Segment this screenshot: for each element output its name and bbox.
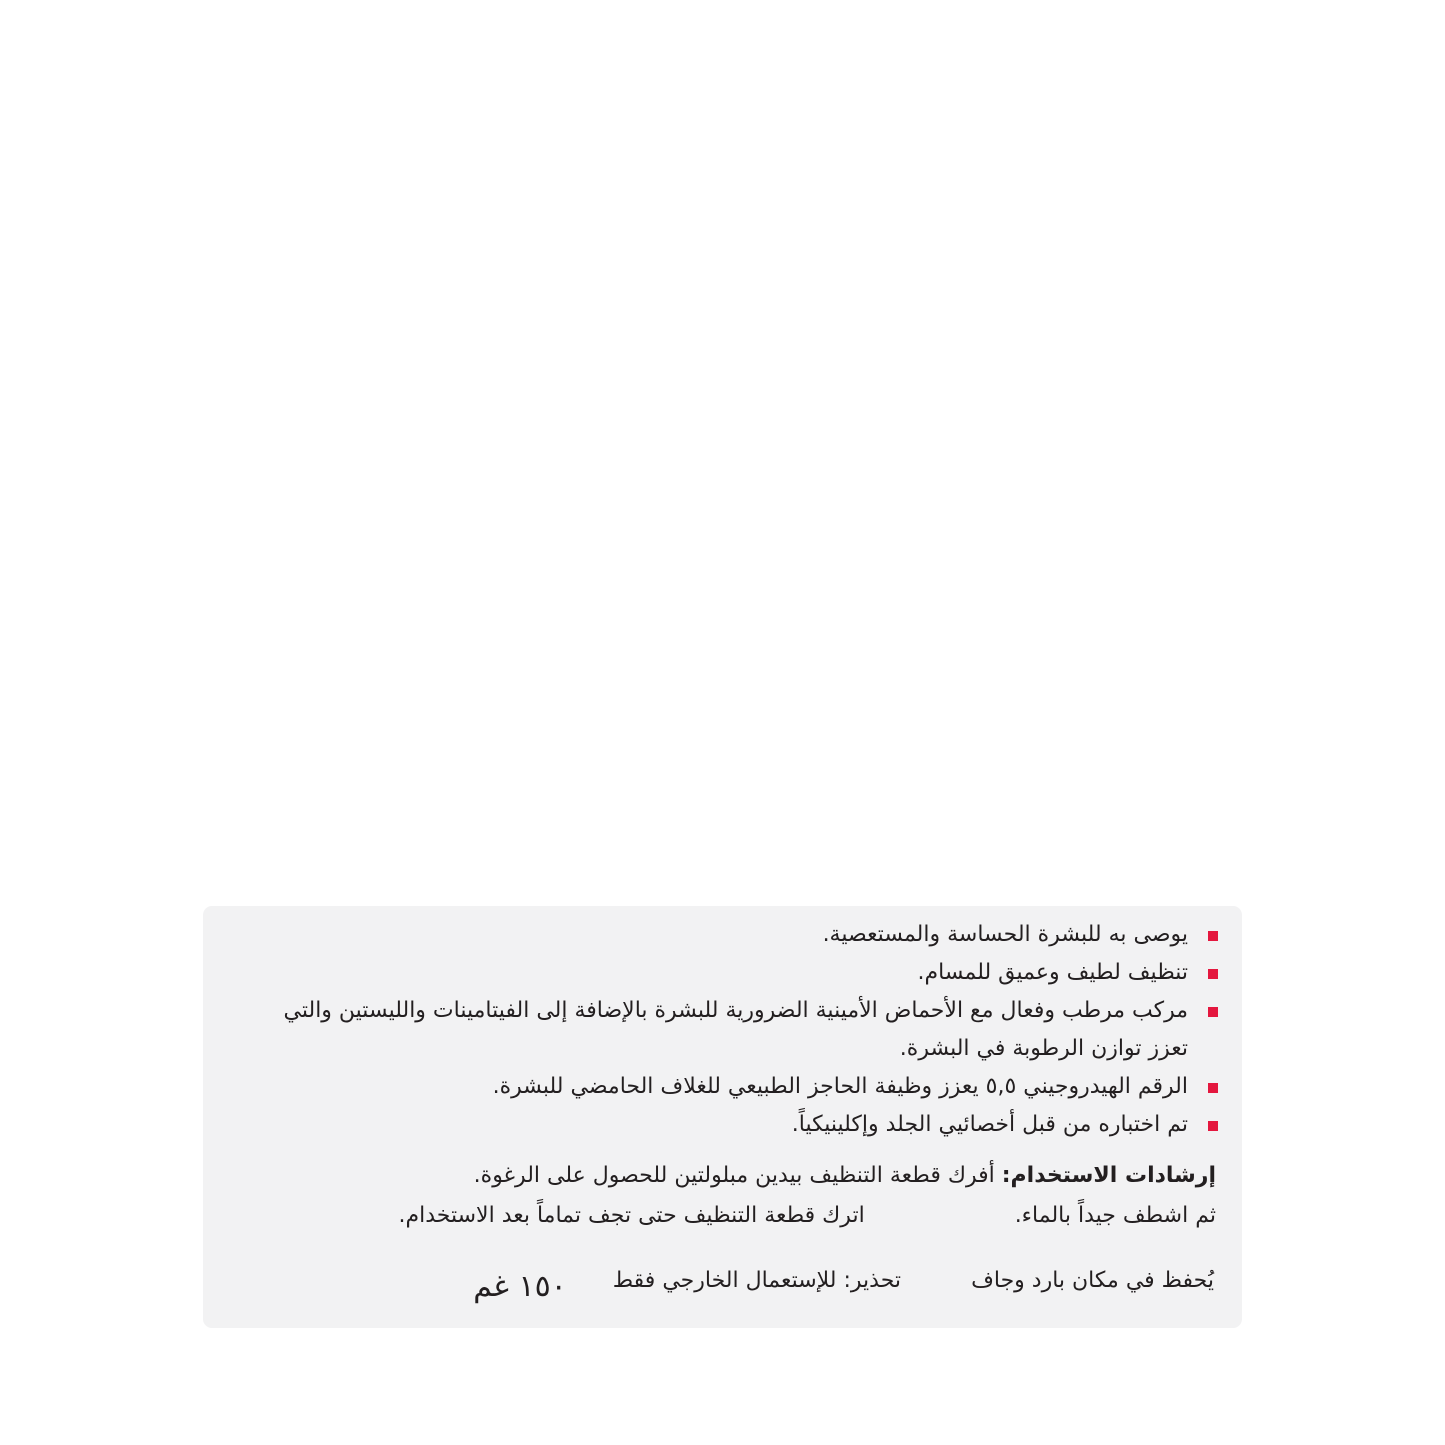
benefits-list xyxy=(218,916,1218,1144)
bullet-square-icon xyxy=(1208,931,1218,941)
product-label-panel xyxy=(203,906,1242,1328)
usage-line-2a: ثم اشطف جيداً بالماء. xyxy=(1014,1203,1216,1228)
benefit-text: تم اختباره من قبل أخصائيي الجلد وإكلينيكياً. xyxy=(791,1112,1188,1137)
usage-line-1: أفرك قطعة التنظيف بيدين مبلولتين للحصول على الرغوة. xyxy=(473,1163,995,1188)
storage-note: يُحفظ في مكان بارد وجاف xyxy=(971,1267,1214,1293)
usage-second-line xyxy=(216,1196,1216,1236)
benefit-text: تنظيف لطيف وعميق للمسام. xyxy=(917,960,1188,985)
benefit-item xyxy=(218,954,1218,992)
benefit-item xyxy=(218,1068,1218,1106)
usage-title: إرشادات الاستخدام: xyxy=(1001,1163,1216,1188)
benefit-text: الرقم الهيدروجيني ٥,٥ يعزز وظيفة الحاجز الطبيعي للغلاف الحامضي للبشرة. xyxy=(492,1074,1188,1099)
warning-note: تحذير: للإستعمال الخارجي فقط xyxy=(612,1267,902,1293)
net-weight: ١٥٠ غم xyxy=(473,1268,567,1304)
benefit-item xyxy=(218,992,1218,1068)
bullet-square-icon xyxy=(1208,1083,1218,1093)
usage-instructions xyxy=(216,1156,1216,1236)
usage-first-line xyxy=(216,1156,1216,1196)
bullet-square-icon xyxy=(1208,1007,1218,1017)
bullet-square-icon xyxy=(1208,969,1218,979)
benefit-text: مركب مرطب وفعال مع الأحماض الأمينية الضرورية للبشرة بالإضافة إلى الفيتامينات والليستين والتي تعزز توازن الرطوبة في البشرة. xyxy=(283,998,1188,1061)
benefit-text: يوصى به للبشرة الحساسة والمستعصية. xyxy=(822,922,1188,947)
benefit-item xyxy=(218,916,1218,954)
usage-line-2b: اترك قطعة التنظيف حتى تجف تماماً بعد الاستخدام. xyxy=(398,1203,865,1228)
label-footer xyxy=(259,1258,1214,1302)
bullet-square-icon xyxy=(1208,1121,1218,1131)
benefit-item xyxy=(218,1106,1218,1144)
